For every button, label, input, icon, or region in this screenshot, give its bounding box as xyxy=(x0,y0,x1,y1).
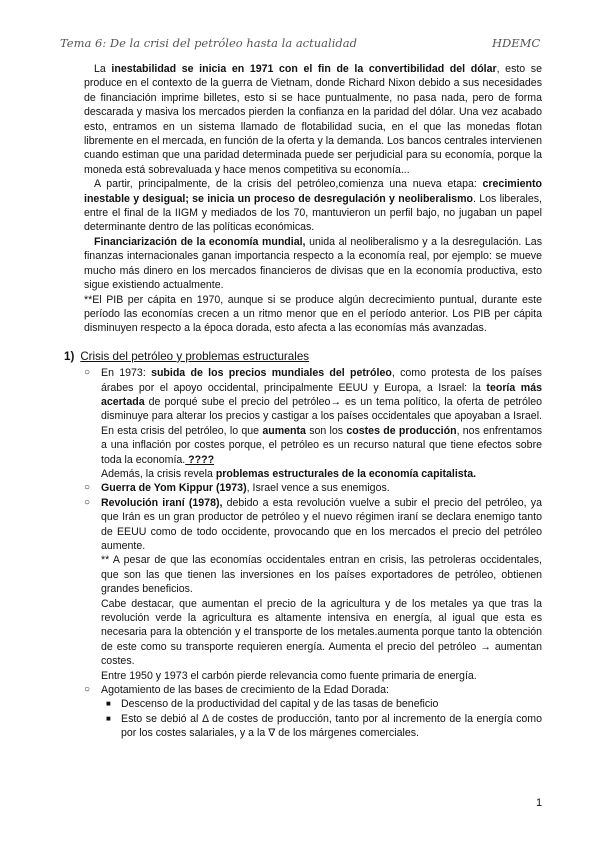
list-item-1973-continuation: Además, la crisis revela problemas estructurales de la economía capitalista. xyxy=(101,467,477,480)
page-number: 1 xyxy=(536,797,543,809)
paragraph-intro-4: **El PIB per cápita en 1970, aunque si se produce algún decrecimiento puntual, durante este período las economías crecen a un ritmo menor que en el período anterior. Los PIB per cápita disminuyen respecto a la época dorada, esto afecta a las economías más avanzadas. xyxy=(84,293,542,335)
list-item-revolucion-detail: Cabe destacar, que aumentan el precio de la agricultura y de los metales ya que tras la revolución verde la agricultura es altamente intensiva en energía, al igual que esta es necesaria para la obtención y el transporte de los metales.aumenta porque tanto la obtención de este como su transporte requieren energía. Aumenta el precio del petróleo → aumentan costes. xyxy=(101,597,542,668)
circle-bullet-icon: ○ xyxy=(84,367,91,379)
sub-list-item-1: ■ Descenso de la productividad del capital y de las tasas de beneficio xyxy=(106,698,439,711)
header-title: Tema 6: De la crisi del petróleo hasta la actualidad xyxy=(60,36,357,50)
paragraph-intro-2: A partir, principalmente, de la crisis del petróleo,comienza una nueva etapa: crecimiento inestable y desigual; se inicia un proceso de desregulación y neoliberalismo. Los liberales, entre el final de la IIGM y mediados de los 70, mantuvieron un perfil bajo, no jugaban un papel determinante dentro de las políticas económicas. xyxy=(84,178,542,234)
square-bullet-icon: ■ xyxy=(106,713,111,723)
page-content xyxy=(64,62,543,741)
list-item-revolucion-irani: ○ Revolución iraní (1978), debido a esta revolución vuelve a subir el precio del petróleo, ya que Irán es un gran productor de petróleo y el nuevo régimen iraní se declara enemigo tanto de EEUU como de todo occidente, provocando que en los mercados el precio del petróleo aumente. xyxy=(84,496,542,552)
circle-bullet-icon: ○ xyxy=(84,684,91,696)
list-item-revolucion-carbon: Entre 1950 y 1973 el carbón pierde relevancia como fuente primaria de energía. xyxy=(101,669,477,682)
list-item-yom-kippur: ○ Guerra de Yom Kippur (1973), Israel vence a sus enemigos. xyxy=(84,482,390,495)
circle-bullet-icon: ○ xyxy=(84,496,91,508)
paragraph-intro-1: La inestabilidad se inicia en 1971 con el fin de la convertibilidad del dólar, esto se produce en el contexto de la guerra de Vietnam, donde Richard Nixon debido a sus necesidades de financiación imprime billetes, esto si se hace puntualmente, no pasa nada, pero de forma descarada y masiva los mercados pierden la confianza en la paridad del dólar. Una vez acabado esto, entramos en un sistema llamado de flotabilidad sucia, en el que las monedas flotan libremente en el mercada, en función de la oferta y la demanda. Los bancos centrales intervienen cuando estiman que una paridad determinada puede ser perjudicial para su economía, porque la moneda está sobrevaluada y hace menos competitiva su economía... xyxy=(84,63,542,176)
circle-bullet-icon: ○ xyxy=(84,482,91,494)
section-heading: 1) Crisis del petróleo y problemas estructurales xyxy=(64,349,310,363)
sub-list-item-2: ■ Esto se debió al Δ de costes de producción, tanto por al incremento de la energía como por los costes salariales, y a la ∇ de los márgenes comerciales. xyxy=(106,712,542,740)
paragraph-intro-3: Financiarización de la economía mundial, unida al neoliberalismo y a la desregulación. Las finanzas internacionales ganan importancia respecto a la economía real, por ejemplo: se mueve mucho más dinero en los mercados financieros de divisas que en la economía productiva, esto sigue existiendo actualmente. xyxy=(84,235,542,292)
square-bullet-icon: ■ xyxy=(106,699,111,709)
list-item-agotamiento: ○ Agotamiento de las bases de crecimiento de la Edad Dorada: xyxy=(84,684,389,697)
list-item-revolucion-note: ** A pesar de que las economías occidentales entran en crisis, las petroleras occidentales, que son las que tienen las inversiones en los países exportadores de petróleo, obtienen grandes beneficios. xyxy=(101,554,542,596)
header-course: HDEMC xyxy=(492,36,541,50)
list-item-1973: ○ En 1973: subida de los precios mundiales del petróleo, como protesta de los países árabes por el apoyo occidental, principalmente EEUU y Europa, a Israel: la teoría más acertada de porqué sube el precio del petróleo→ es un tema político, la oferta de petróleo disminuye para alterar los precios y castigar a los países occidentales que apoyaban a Israel. En esta crisis del petróleo, lo que aumenta son los costes de producción, nos enfrentamos a una inflación por costes porque, el petróleo es un recurso natural que tiene efectos sobre toda la economía. ???? xyxy=(84,367,543,466)
